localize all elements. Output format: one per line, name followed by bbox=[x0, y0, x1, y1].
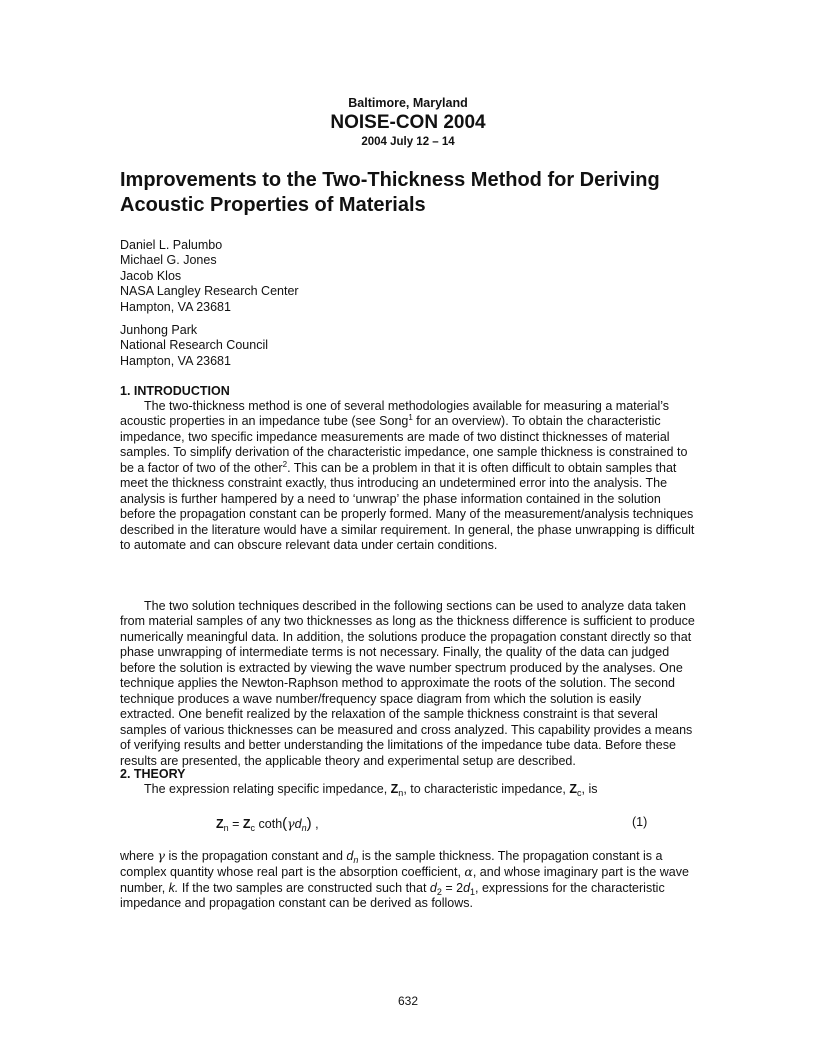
text-run: = 2 bbox=[441, 880, 464, 895]
eq-symbol-Z: Z bbox=[216, 817, 224, 831]
equation-1 bbox=[216, 815, 319, 832]
subscript: n bbox=[353, 855, 359, 865]
text-run: , to characteristic impedance, bbox=[403, 782, 570, 796]
text-run: . This can be a problem in that it is often difficult to obtain samples that meet the thickness constraint exactly, thus introducing an undetermined error into the analysis. The analysis is further hampered by a need to ‘unwrap’ the phase information contained in the solution before the propagation constant can be properly formed. Many of the measurement/analysis techniques described in the literature would have a similar requirement. In general, the phase unwrapping is difficult to automate and can obscure relevant data under certain conditions. bbox=[120, 460, 695, 553]
author-line: Michael G. Jones bbox=[120, 253, 217, 268]
author-line: Daniel L. Palumbo bbox=[120, 238, 223, 252]
address-line: Hampton, VA 23681 bbox=[120, 353, 231, 368]
reference-superscript: 1 bbox=[408, 413, 413, 423]
text-run: The two-thickness method is one of several methodologies available for measuring a material’s acoustic properties in an impedance tube (see Song bbox=[120, 399, 670, 429]
text-run: where bbox=[120, 849, 158, 863]
symbol-d: d bbox=[429, 880, 437, 895]
conference-location: Baltimore, Maryland bbox=[348, 96, 468, 110]
author-block-nrc bbox=[120, 323, 268, 369]
intro-paragraph-2: The two solution techniques described in the following sections can be used to analyze data taken from material samples of any two thicknesses as long as the thickness difference is sufficient to produce numerically meaningful data. In addition, the solutions produce the propagation constant directly so that phase unwrapping of intermediate terms is not necessary. Finally, the quality of the data can judged before the solution is extracted by viewing the wave number spectrum produced by the analyses. One technique applies the Newton-Raphson method to approximate the roots of the solution. The second technique produces a wave number/frequency space diagram from which the solution is easily extracted. One benefit realized by the relaxation of the sample thickness constraint is that several samples of various thicknesses can be measured and cross analyzed. This capability provides a means of verifying results and better understanding the limitations of the impedance tube data. Before these results are presented, the applicable theory and experimental setup are described. bbox=[120, 599, 695, 768]
author-line: Jacob Klos bbox=[120, 268, 182, 283]
symbol-alpha: α bbox=[464, 864, 473, 880]
eq-gamma: γ bbox=[287, 816, 295, 831]
eq-subscript: n bbox=[223, 823, 229, 833]
theory-paragraph-1 bbox=[120, 782, 696, 797]
text-run: , is bbox=[581, 782, 598, 796]
subscript: 1 bbox=[470, 886, 476, 897]
subscript: n bbox=[398, 788, 404, 798]
reference-superscript: 2 bbox=[282, 459, 288, 469]
intro-paragraph-1 bbox=[120, 399, 696, 554]
symbol-k: k. bbox=[168, 880, 179, 895]
symbol-d: d bbox=[346, 849, 354, 863]
symbol-Z: Z bbox=[390, 782, 399, 796]
symbol-Z: Z bbox=[569, 782, 577, 796]
author-line: Junhong Park bbox=[120, 323, 198, 337]
eq-paren-open: ( bbox=[282, 815, 288, 832]
eq-symbol-d: d bbox=[294, 817, 302, 831]
equation-number: (1) bbox=[632, 815, 648, 829]
eq-subscript: c bbox=[250, 823, 256, 833]
eq-paren-close: ) bbox=[306, 815, 312, 832]
text-run: The expression relating specific impedance, bbox=[144, 782, 391, 796]
text-run: for an overview). To obtain the characteristic impedance, two specific impedance measurements are made of two distinct thicknesses of material samples. To simplify derivation of the characteristic impedance, one sample thickness is constrained to be a factor of two of the other bbox=[120, 414, 688, 475]
page-number: 632 bbox=[397, 994, 419, 1008]
affiliation-line: National Research Council bbox=[120, 338, 268, 353]
symbol-d: d bbox=[463, 880, 471, 895]
eq-symbol-Z: Z bbox=[242, 817, 251, 831]
text-run: If the two samples are constructed such that bbox=[178, 880, 430, 895]
eq-function: coth bbox=[255, 817, 283, 831]
text-run: , and whose imaginary part is the wave number, bbox=[120, 865, 689, 895]
symbol-gamma: γ bbox=[157, 848, 166, 863]
section-heading-introduction: 1. INTRODUCTION bbox=[120, 384, 230, 398]
conference-dates: 2004 July 12 – 14 bbox=[361, 136, 455, 148]
text-run: , expressions for the characteristic impedance and propagation constant can be derived as follows. bbox=[120, 880, 665, 911]
subscript: 2 bbox=[436, 886, 442, 897]
address-line: Hampton, VA 23681 bbox=[120, 299, 231, 314]
affiliation-line: NASA Langley Research Center bbox=[120, 284, 299, 299]
eq-equals: = bbox=[228, 817, 243, 831]
author-block-nasa bbox=[120, 238, 299, 315]
eq-subscript: n bbox=[301, 823, 307, 833]
paper-title: Improvements to the Two-Thickness Method for Deriving Acoustic Properties of Materials bbox=[120, 169, 660, 216]
text-run: is the propagation constant and bbox=[165, 849, 347, 863]
text-run: is the sample thickness. The propagation constant is a complex quantity whose real part is the absorption coefficient, bbox=[120, 849, 663, 880]
section-heading-theory: 2. THEORY bbox=[120, 767, 186, 781]
eq-trailing-comma: , bbox=[311, 817, 319, 831]
subscript: c bbox=[577, 788, 582, 798]
conference-name: NOISE-CON 2004 bbox=[330, 112, 486, 133]
theory-paragraph-2 bbox=[120, 848, 696, 912]
